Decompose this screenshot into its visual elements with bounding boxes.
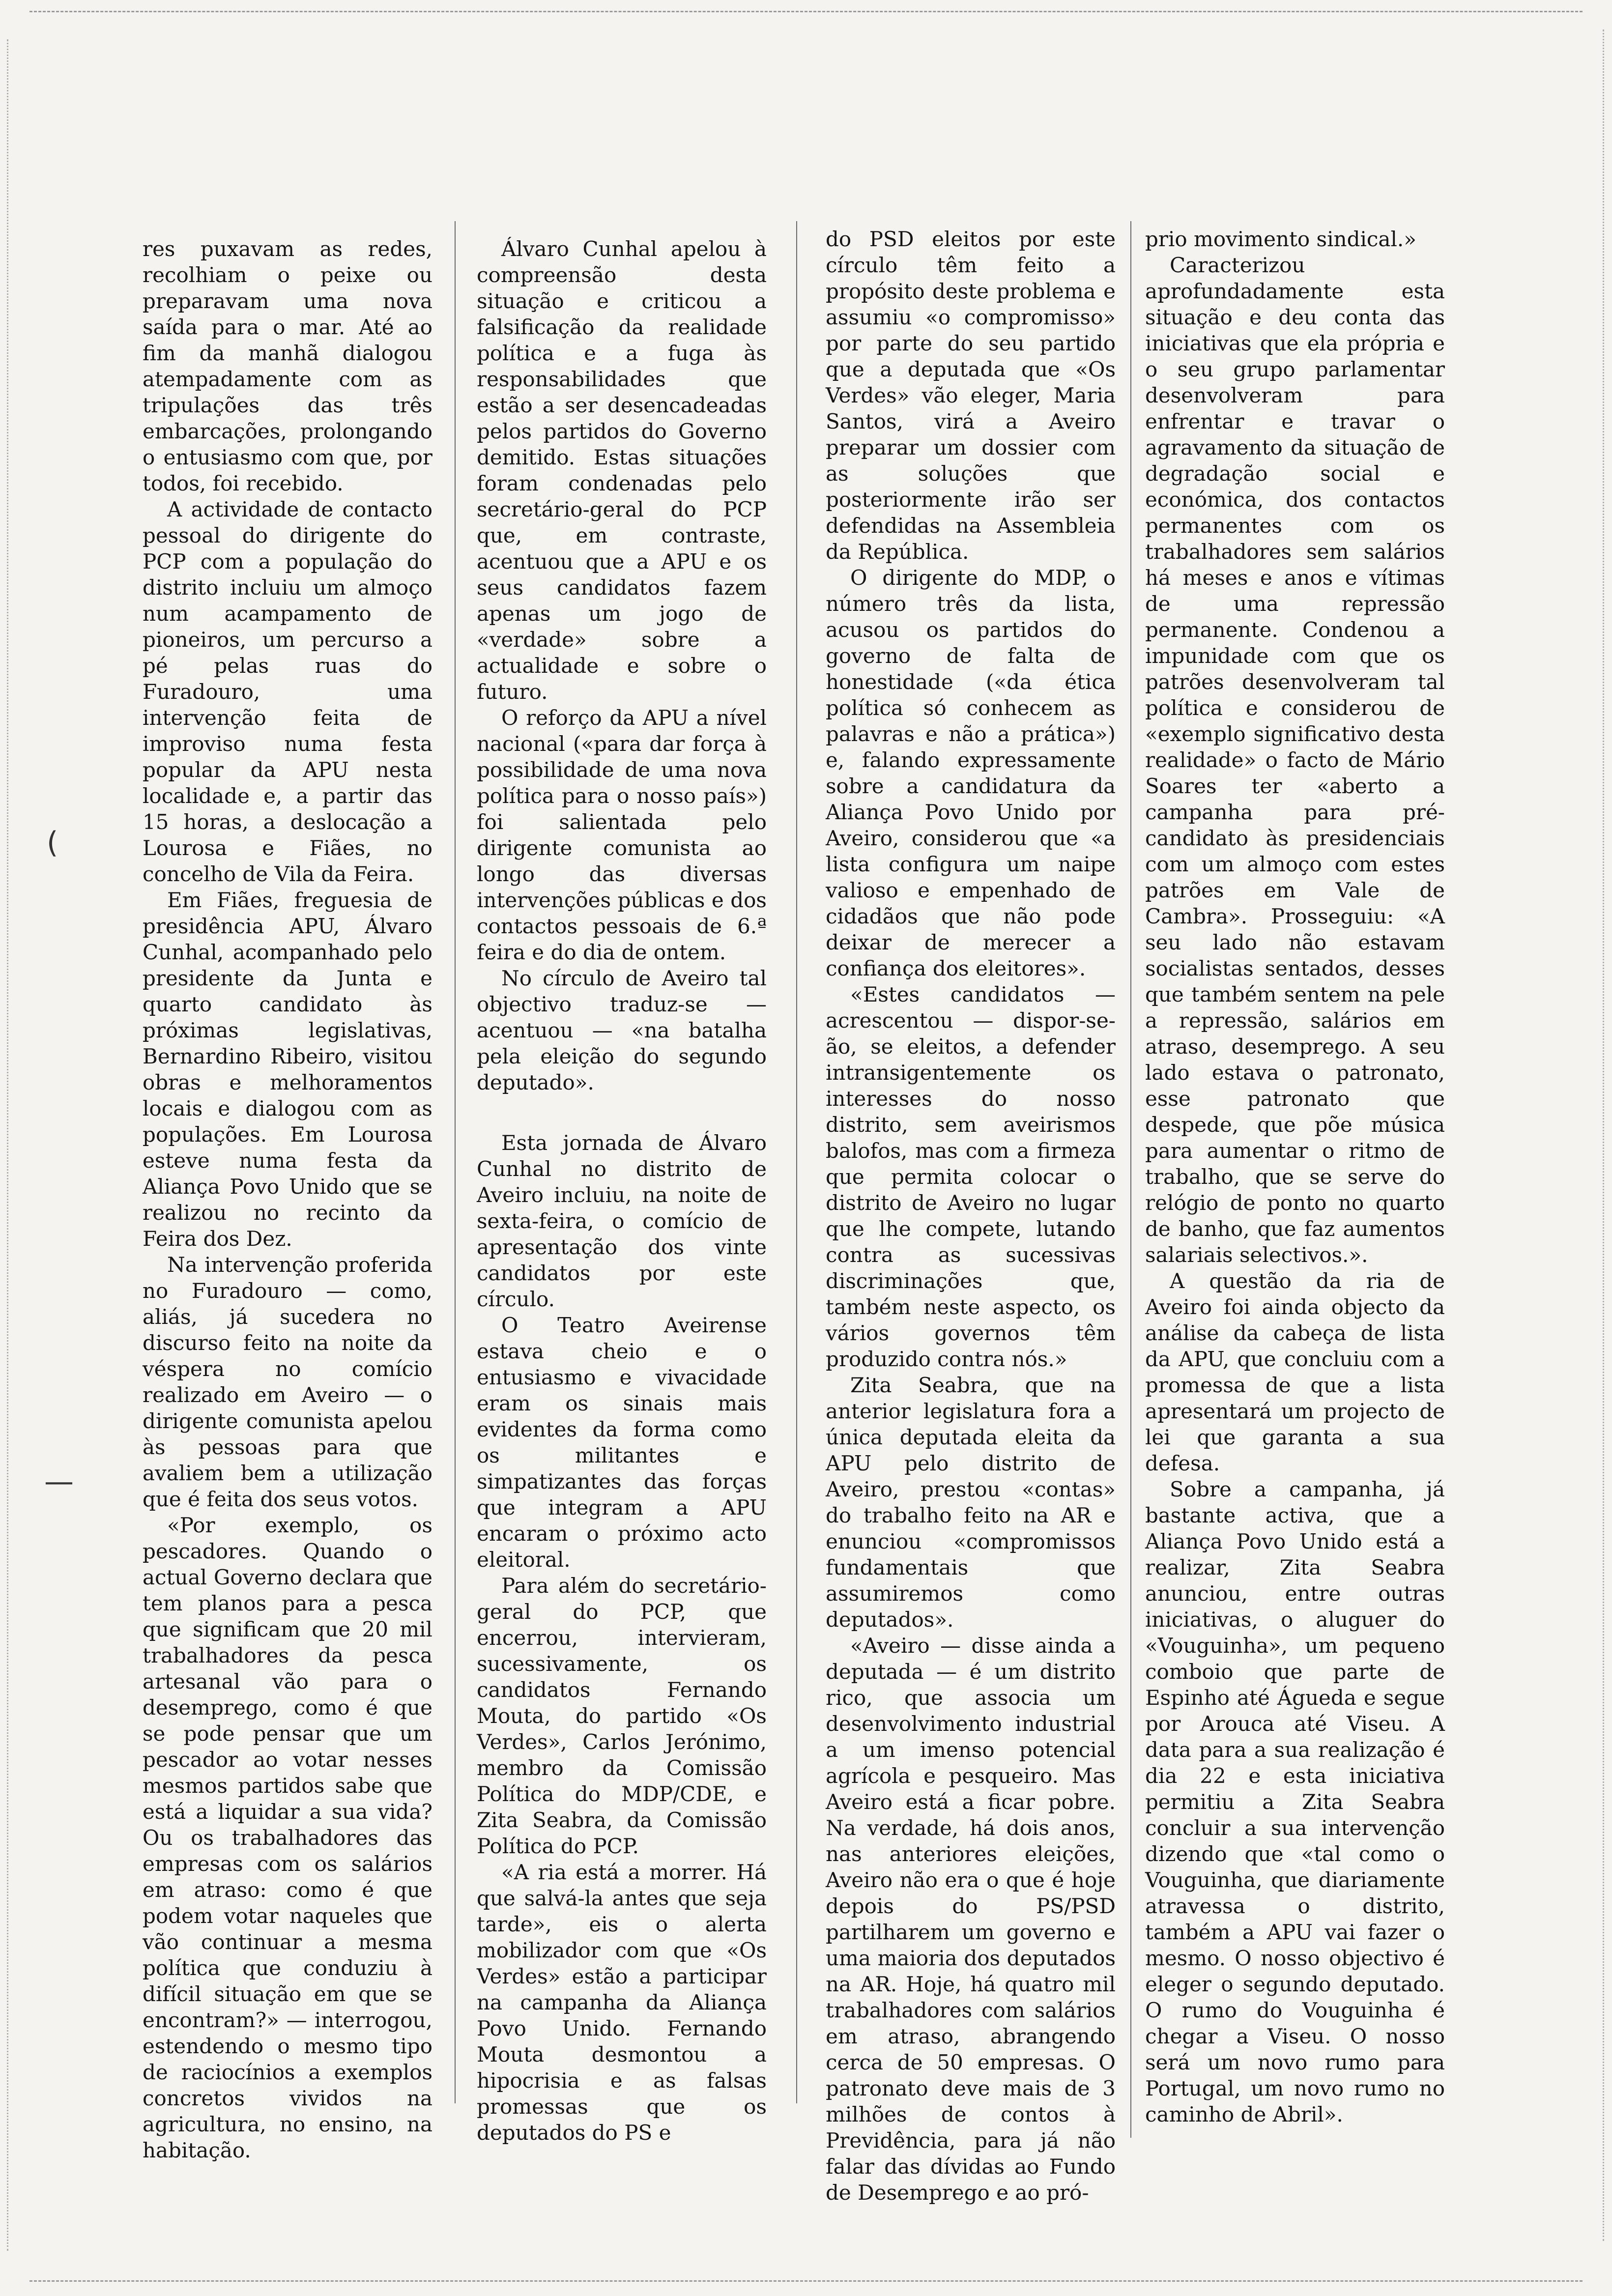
article-column-1 (143, 236, 432, 2163)
column-rule-2 (796, 221, 797, 2103)
margin-bracket-icon: ( (47, 826, 58, 860)
paragraph: Álvaro Cunhal apelou à compreensão desta situação e criticou a falsificação da realidade política e a fuga às responsabilidades que estão a ser desencadeadas pelos partidos do Governo demitido. Estas situações foram condenadas pelo secretário-geral do PCP que, em contraste, acentuou que a APU e os seus candidatos fazem apenas um jogo de «verdade» sobre a actualidade e sobre o futuro. (477, 237, 767, 704)
paragraph: Na intervenção proferida no Furadouro — como, aliás, já sucedera no discurso feito na noite da véspera no comício realizado em Aveiro — o dirigente comunista apelou às pessoas para que avaliem bem a utilização que é feita dos seus votos. (143, 1253, 432, 1511)
margin-dash-icon: — (44, 1464, 74, 1499)
article-column-4 (1145, 226, 1445, 2127)
paragraph: Em Fiães, freguesia de presidência APU, Álvaro Cunhal, acompanhado pelo presidente da Junta e quarto candidato às próximas legislativas, Bernardino Ribeiro, visitou obras e melhoramentos locais e dialogou com as populações. Em Lourosa esteve numa festa da Aliança Povo Unido que se realizou no recinto da Feira dos Dez. (143, 888, 432, 1251)
paragraph: «A ria está a morrer. Há que salvá-la antes que seja tarde», eis o alerta mobilizador com que «Os Verdes» estão a participar na campanha da Aliança Povo Unido. Fernando Mouta desmontou a hipocrisia e as falsas promessas que os deputados do PS e (477, 1860, 767, 2145)
paragraph: A questão da ria de Aveiro foi ainda objecto da análise da cabeça de lista da APU, que concluiu com a promessa de que a lista apresentará um projecto de lei que garanta a sua defesa. (1145, 1269, 1445, 1475)
paragraph: «Por exemplo, os pescadores. Quando o actual Governo declara que tem planos para a pesca que significam que 20 mil trabalhadores da pesca artesanal vão para o desemprego, como é que se pode pensar que um pescador ao votar nesses mesmos partidos sabe que está a liquidar a sua vida? Ou os trabalhadores das empresas com os salários em atraso: como é que podem votar naqueles que vão continuar a mesma política que conduziu à difícil situação em que se encontram?» — interrogou, estendendo o mesmo tipo de raciocínios a exemplos concretos vividos na agricultura, no ensino, na habitação. (143, 1513, 432, 2162)
paragraph: Para além do secretário-geral do PCP, que encerrou, intervieram, sucessivamente, os candidatos Fernando Mouta, do partido «Os Verdes», Carlos Jerónimo, membro da Comissão Política do MDP/CDE, e Zita Seabra, da Comissão Política do PCP. (477, 1574, 767, 1858)
paragraph: do PSD eleitos por este círculo têm feito a propósito deste problema e assumiu «o compromisso» por parte do seu partido que a deputada que «Os Verdes» vão eleger, Maria Santos, virá a Aveiro preparar um dossier com as soluções que posteriormente irão ser defendidas na Assembleia da República. (826, 227, 1116, 564)
paragraph: res puxavam as redes, recolhiam o peixe ou preparavam uma nova saída para o mar. Até ao fim da manhã dialogou atempadamente com as tripulações das três embarcações, prolongando o entusiasmo com que, por todos, foi recebido. (143, 237, 432, 495)
scan-left-edge (7, 39, 10, 2251)
paragraph: Caracterizou aprofundadamente esta situação e deu conta das iniciativas que ela própria e o seu grupo parlamentar desenvolveram para enfrentar e travar o agravamento da situação de degradação social e económica, dos contactos permanentes com os trabalhadores sem salários há meses e anos e vítimas de uma repressão permanente. Condenou a impunidade com que os patrões desenvolveram tal política e considerou de «exemplo significativo desta realidade» o facto de Mário Soares ter «aberto a campanha para pré-candidato às presidenciais com um almoço com estes patrões em Vale de Cambra». Prosseguiu: «A seu lado não estavam socialistas sentados, desses que também sentem na pele a repressão, salários em atraso, desemprego. A seu lado estava o patronato, esse patronato que despede, que põe música para aumentar o ritmo de trabalho, que se serve do relógio de ponto no quarto de banho, que faz aumentos salariais selectivos.». (1145, 253, 1445, 1267)
paragraph: «Estes candidatos — acrescentou — dispor-se-ão, se eleitos, a defender intransigentemente os interesses do nosso distrito, sem aveirismos balofos, mas com a firmeza que permita colocar o distrito de Aveiro no lugar que lhe compete, lutando contra as sucessivas discriminações que, também neste aspecto, os vários governos têm produzido contra nós.» (826, 982, 1116, 1371)
paragraph: O dirigente do MDP, o número três da lista, acusou os partidos do governo de falta de honestidade («da ética política só conhecem as palavras e não a prática») e, falando expressamente sobre a candidatura da Aliança Povo Unido por Aveiro, considerou que «a lista configura um naipe valioso e empenhado de cidadãos que não pode deixar de merecer a confiança dos eleitores». (826, 566, 1116, 980)
article-column-2 (477, 236, 767, 2146)
paragraph: prio movimento sindical.» (1145, 227, 1416, 251)
page-bottom-border (29, 2280, 1583, 2284)
scan-right-edge (1603, 29, 1606, 2241)
paragraph: «Aveiro — disse ainda a deputada — é um distrito rico, que associa um desenvolvimento industrial a um imenso potencial agrícola e pesqueiro. Mas Aveiro está a ficar pobre. Na verdade, há dois anos, nas anteriores eleições, Aveiro não era o que é hoje depois do PS/PSD partilharem um governo e uma maioria dos deputados na AR. Hoje, há quatro mil trabalhadores com salários em atraso, abrangendo cerca de 50 empresas. O patronato deve mais de 3 milhões de contos à Previdência, para já não falar das dívidas ao Fundo de Desemprego e ao pró- (826, 1634, 1116, 2205)
article-column-3 (826, 226, 1116, 2206)
page-top-border (29, 11, 1583, 14)
paragraph: No círculo de Aveiro tal objectivo traduz-se — acentuou — «na batalha pela eleição do segundo deputado». (477, 966, 767, 1094)
paragraph: Esta jornada de Álvaro Cunhal no distrito de Aveiro incluiu, na noite de sexta-feira, o comício de apresentação dos vinte candidatos por este círculo. (477, 1131, 767, 1311)
column-rule-1 (455, 221, 456, 2103)
paragraph: O Teatro Aveirense estava cheio e o entusiasmo e vivacidade eram os sinais mais evidentes da forma como os militantes e simpatizantes das forças que integram a APU encaram o próximo acto eleitoral. (477, 1313, 767, 1572)
paragraph: O reforço da APU a nível nacional («para dar força à possibilidade de uma nova política para o nosso país») foi salientada pelo dirigente comunista ao longo das diversas intervenções públicas e dos contactos pessoais de 6.ª feira e do dia de ontem. (477, 706, 767, 964)
paragraph: A actividade de contacto pessoal do dirigente do PCP com a população do distrito incluiu um almoço num acampamento de pioneiros, um percurso a pé pelas ruas do Furadouro, uma intervenção feita de improviso numa festa popular da APU nesta localidade e, a partir das 15 horas, a deslocação a Lourosa e Fiães, no concelho de Vila da Feira. (143, 497, 432, 886)
paragraph: Zita Seabra, que na anterior legislatura fora a única deputada eleita da APU pelo distrito de Aveiro, prestou «contas» do trabalho feito na AR e enunciou «compromissos fundamentais que assumiremos como deputados». (826, 1373, 1116, 1632)
column-rule-3 (1130, 221, 1131, 2138)
paragraph: Sobre a campanha, já bastante activa, que a Aliança Povo Unido está a realizar, Zita Seabra anunciou, entre outras iniciativas, o aluguer do «Vouguinha», um pequeno comboio que parte de Espinho até Águeda e segue por Arouca até Viseu. A data para a sua realização é dia 22 e esta iniciativa permitiu a Zita Seabra concluir a sua intervenção dizendo que «tal como o Vouguinha, que diariamente atravessa o distrito, também a APU vai fazer o mesmo. O nosso objectivo é eleger o segundo deputado. O rumo do Vouguinha é chegar a Viseu. O nosso será um novo rumo para Portugal, um novo rumo no caminho de Abril». (1145, 1477, 1445, 2126)
